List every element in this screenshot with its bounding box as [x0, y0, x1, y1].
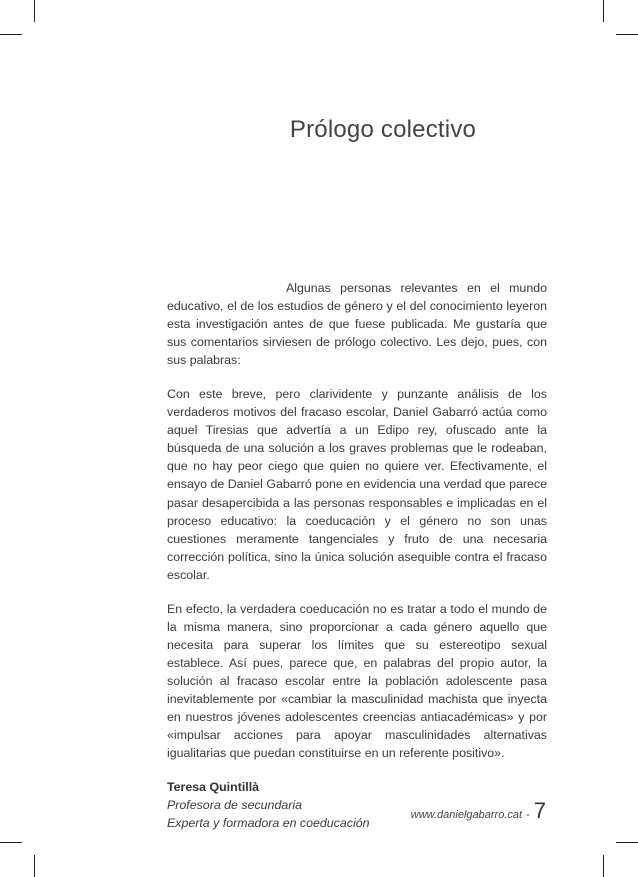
- footer-url[interactable]: www.danielgabarro.cat: [410, 809, 523, 821]
- signature-role-1: Profesora de secundaria: [167, 797, 303, 812]
- signature-role-2: Experta y formadora en coeducación: [167, 816, 370, 831]
- crop-mark-top-right-v: [603, 0, 604, 22]
- crop-mark-bottom-left-h: [0, 842, 22, 843]
- text-body: [167, 279, 547, 832]
- crop-mark-bottom-right-h: [616, 842, 638, 843]
- paragraph-intro: Algunas personas relevantes en el mundo educativo, el de los estudios de género y el del conocimiento leyeron esta investigación antes de que fuese publicada. Me gustaría que sus comentarios sirviesen de prólogo colectivo. Les dejo, pues, con sus palabras:: [167, 281, 547, 368]
- signature-name: Teresa Quintillà: [167, 779, 260, 794]
- crop-mark-top-left-v: [34, 0, 35, 22]
- crop-mark-bottom-right-v: [603, 855, 604, 877]
- page-footer: [411, 798, 546, 824]
- page-number: 7: [533, 798, 546, 823]
- paragraph-3: En efecto, la verdadera coeducación no es tratar a todo el mundo de la misma manera, sino proporcionar a cada género aquello que necesita para superar los límites que su estereotipo sexual establece. Así pues, parece que, en palabras del propio autor, la solución al fracaso escolar entre la población adolescente pasa inevitablemente por «cambiar la masculinidad machista que inyecta en nuestros jóvenes adolescentes creencias antiacadémicas» y por «impulsar acciones para apoyar masculinidades alternativas igualitarias que puedan constituirse en un referente positivo».: [167, 601, 547, 761]
- paragraph-2: Con este breve, pero clarividente y punzante análisis de los verdaderos motivos del fracaso escolar, Daniel Gabarró actúa como aquel Tiresias que advertía a un Edipo rey, ofuscado ante la búsqueda de una solución a los graves problemas que le rodeaban, que no hay peor ciego que quien no quiere ver. Efectivamente, el ensayo de Daniel Gabarró pone en evidencia una verdad que parece pasar desapercibida a las personas responsables e implicadas en el proceso educativo: la coeducación y el género no son unas cuestiones meramente tangenciales y fruto de una necesaria corrección política, sino la única solución asequible contra el fracaso escolar.: [167, 386, 547, 582]
- footer-separator: -: [526, 809, 530, 821]
- crop-mark-top-right-h: [616, 34, 638, 35]
- crop-mark-top-left-h: [0, 34, 22, 35]
- page-title: Prólogo colectivo: [289, 116, 477, 144]
- crop-mark-bottom-left-v: [34, 855, 35, 877]
